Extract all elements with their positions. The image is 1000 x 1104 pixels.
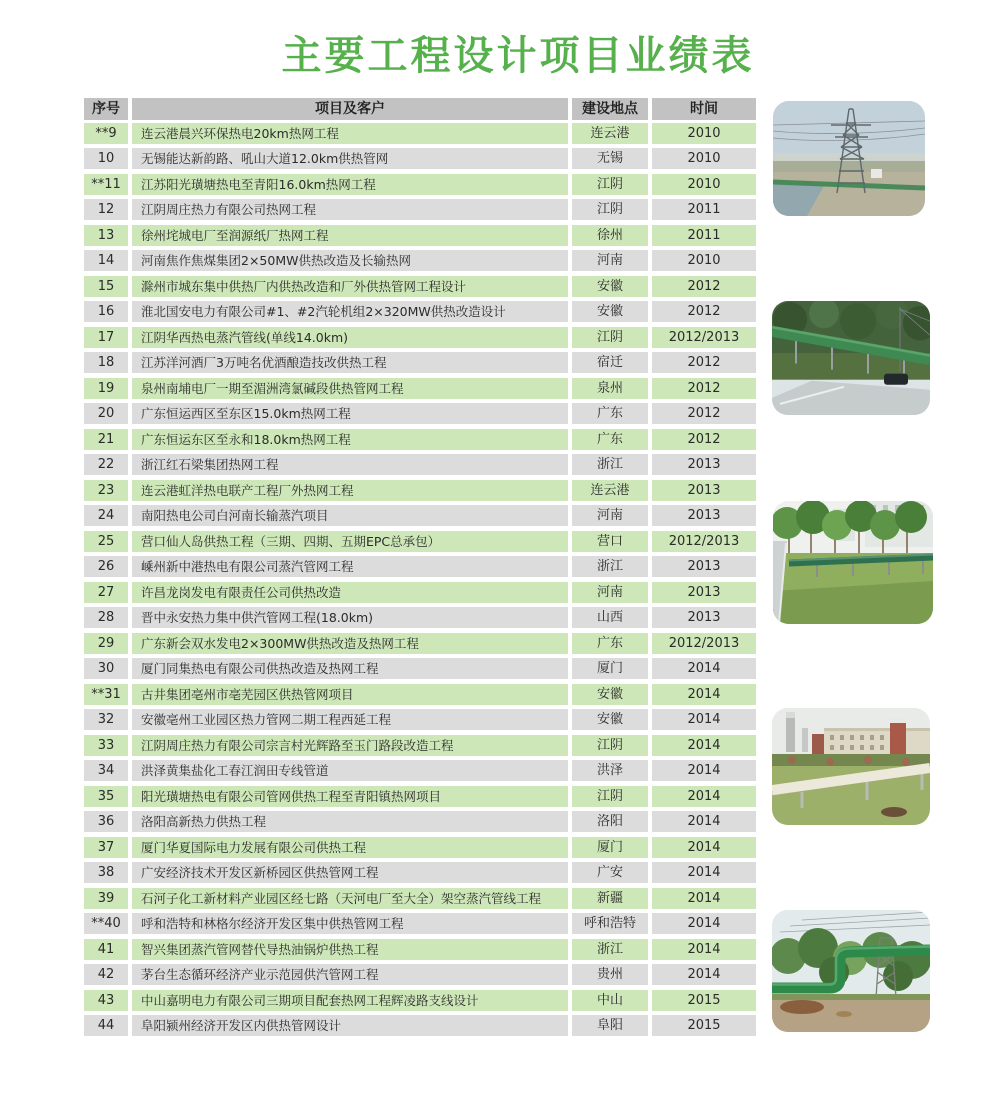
construction-location: 呼和浩特 [572, 913, 648, 934]
construction-location: 安徽 [572, 301, 648, 322]
table-row [84, 403, 756, 424]
table-row [84, 556, 756, 577]
construction-location: 贵州 [572, 964, 648, 985]
project-name: 河南焦作焦煤集团2×50MW供热改造及长输热网 [132, 250, 568, 271]
project-name: 晋中永安热力集中供汽管网工程(18.0km) [132, 607, 568, 628]
transmission-tower-over-canal-photo [773, 101, 925, 216]
construction-location: 安徽 [572, 709, 648, 730]
project-year: 2010 [652, 250, 756, 271]
col-header-time: 时间 [652, 98, 756, 120]
project-year: 2013 [652, 556, 756, 577]
project-year: 2012 [652, 352, 756, 373]
col-header-location: 建设地点 [572, 98, 648, 120]
table-row [84, 582, 756, 603]
row-number: **40 [84, 913, 128, 934]
construction-location: 浙江 [572, 454, 648, 475]
construction-location: 厦门 [572, 658, 648, 679]
project-year: 2012/2013 [652, 633, 756, 654]
project-name: 茅台生态循环经济产业示范园供汽管网工程 [132, 964, 568, 985]
project-year: 2012 [652, 403, 756, 424]
table-row [84, 811, 756, 832]
project-year: 2012 [652, 301, 756, 322]
row-number: 10 [84, 148, 128, 169]
table-row [84, 250, 756, 271]
table-row [84, 760, 756, 781]
row-number: 39 [84, 888, 128, 909]
project-name: 泉州南埔电厂一期至湄洲湾氯碱段供热管网工程 [132, 378, 568, 399]
project-name: 广东恒运西区至东区15.0km热网工程 [132, 403, 568, 424]
project-year: 2012 [652, 276, 756, 297]
project-name: 南阳热电公司白河南长输蒸汽项目 [132, 505, 568, 526]
construction-location: 浙江 [572, 939, 648, 960]
construction-location: 江阴 [572, 786, 648, 807]
table-header-row [84, 98, 756, 120]
project-name: 洛阳高新热力供热工程 [132, 811, 568, 832]
table-row [84, 352, 756, 373]
construction-location: 阜阳 [572, 1015, 648, 1036]
col-header-project: 项目及客户 [132, 98, 568, 120]
project-name: 厦门华夏国际电力发展有限公司供热工程 [132, 837, 568, 858]
construction-location: 连云港 [572, 123, 648, 144]
construction-location: 广东 [572, 403, 648, 424]
table-row [84, 327, 756, 348]
project-year: 2012 [652, 429, 756, 450]
construction-location: 无锡 [572, 148, 648, 169]
row-number: 15 [84, 276, 128, 297]
project-name: 智兴集团蒸汽管网替代导热油锅炉供热工程 [132, 939, 568, 960]
table-row [84, 378, 756, 399]
table-row [84, 658, 756, 679]
construction-location: 宿迁 [572, 352, 648, 373]
table-row [84, 888, 756, 909]
row-number: 34 [84, 760, 128, 781]
table-row [84, 735, 756, 756]
construction-location: 厦门 [572, 837, 648, 858]
construction-location: 泉州 [572, 378, 648, 399]
row-number: 13 [84, 225, 128, 246]
table-row [84, 1015, 756, 1036]
project-name: 嵊州新中港热电有限公司蒸汽管网工程 [132, 556, 568, 577]
construction-location: 洛阳 [572, 811, 648, 832]
construction-location: 江阴 [572, 735, 648, 756]
construction-location: 中山 [572, 990, 648, 1011]
project-year: 2012/2013 [652, 327, 756, 348]
project-year: 2014 [652, 735, 756, 756]
project-year: 2010 [652, 123, 756, 144]
project-name: 中山嘉明电力有限公司三期项目配套热网工程辉凌路支线设计 [132, 990, 568, 1011]
table-row [84, 633, 756, 654]
project-year: 2011 [652, 225, 756, 246]
table-row [84, 454, 756, 475]
table-row [84, 505, 756, 526]
row-number: 37 [84, 837, 128, 858]
table-row [84, 301, 756, 322]
pipeline-elbow-illustration [772, 910, 930, 1032]
row-number: 17 [84, 327, 128, 348]
project-year: 2013 [652, 607, 756, 628]
project-name: 江阴周庄热力有限公司热网工程 [132, 199, 568, 220]
row-number: 22 [84, 454, 128, 475]
project-name: 广东新会双水发电2×300MW供热改造及热网工程 [132, 633, 568, 654]
project-year: 2012 [652, 378, 756, 399]
construction-location: 安徽 [572, 684, 648, 705]
construction-location: 江阴 [572, 174, 648, 195]
project-year: 2014 [652, 913, 756, 934]
table-row [84, 684, 756, 705]
row-number: 14 [84, 250, 128, 271]
table-row [84, 709, 756, 730]
pipeline-through-roadside-trees-photo [773, 501, 933, 624]
row-number: 32 [84, 709, 128, 730]
project-name: 淮北国安电力有限公司#1、#2汽轮机组2×320MW供热改造设计 [132, 301, 568, 322]
construction-location: 广东 [572, 633, 648, 654]
project-name: 阳光璜塘热电有限公司管网供热工程至青阳镇热网项目 [132, 786, 568, 807]
roadside-pipeline-illustration [772, 301, 930, 415]
project-name: 江阴华西热电蒸汽管线(单线14.0km) [132, 327, 568, 348]
green-pipeline-along-road-photo [772, 301, 930, 415]
project-name: 古井集团亳州市亳芜园区供热管网项目 [132, 684, 568, 705]
table-row [84, 862, 756, 883]
construction-location: 安徽 [572, 276, 648, 297]
project-year: 2014 [652, 939, 756, 960]
project-name: 江苏阳光璜塘热电至青阳16.0km热网工程 [132, 174, 568, 195]
project-year: 2013 [652, 480, 756, 501]
row-number: 21 [84, 429, 128, 450]
row-number: 12 [84, 199, 128, 220]
construction-location: 洪泽 [572, 760, 648, 781]
project-year: 2015 [652, 1015, 756, 1036]
row-number: 23 [84, 480, 128, 501]
project-name: 石河子化工新材料产业园区经七路（天河电厂至大全）架空蒸汽管线工程 [132, 888, 568, 909]
row-number: 28 [84, 607, 128, 628]
transmission-tower-illustration [773, 101, 925, 216]
trees-pipeline-illustration [773, 501, 933, 624]
project-year: 2014 [652, 964, 756, 985]
row-number: 41 [84, 939, 128, 960]
construction-location: 徐州 [572, 225, 648, 246]
row-number: 20 [84, 403, 128, 424]
project-name: 洪泽黄集盐化工春江润田专线管道 [132, 760, 568, 781]
project-year: 2015 [652, 990, 756, 1011]
row-number: 25 [84, 531, 128, 552]
construction-location: 河南 [572, 505, 648, 526]
row-number: 18 [84, 352, 128, 373]
row-number: 43 [84, 990, 128, 1011]
project-year: 2014 [652, 760, 756, 781]
construction-location: 山西 [572, 607, 648, 628]
construction-location: 江阴 [572, 327, 648, 348]
table-body [84, 123, 756, 1037]
project-name: 浙江红石梁集团热网工程 [132, 454, 568, 475]
table-row [84, 531, 756, 552]
project-year: 2014 [652, 862, 756, 883]
project-name: 江阴周庄热力有限公司宗言村光辉路至玉门路段改造工程 [132, 735, 568, 756]
project-year: 2014 [652, 837, 756, 858]
construction-location: 河南 [572, 250, 648, 271]
project-name: 许昌龙岗发电有限责任公司供热改造 [132, 582, 568, 603]
row-number: 19 [84, 378, 128, 399]
table-row [84, 276, 756, 297]
project-year: 2013 [652, 582, 756, 603]
project-name: 徐州垞城电厂至润源纸厂热网工程 [132, 225, 568, 246]
project-year: 2013 [652, 454, 756, 475]
row-number: 44 [84, 1015, 128, 1036]
project-year: 2014 [652, 786, 756, 807]
table-row [84, 990, 756, 1011]
project-name: 厦门同集热电有限公司供热改造及热网工程 [132, 658, 568, 679]
construction-location: 河南 [572, 582, 648, 603]
row-number: **11 [84, 174, 128, 195]
project-year: 2013 [652, 505, 756, 526]
construction-location: 连云港 [572, 480, 648, 501]
project-name: 阜阳颍州经济开发区内供热管网设计 [132, 1015, 568, 1036]
table-row [84, 964, 756, 985]
table-row [84, 786, 756, 807]
project-name: 连云港晨兴环保热电20km热网工程 [132, 123, 568, 144]
page-title: 主要工程设计项目业绩表 [281, 33, 755, 79]
project-year: 2014 [652, 684, 756, 705]
project-name: 连云港虹洋热电联产工程厂外热网工程 [132, 480, 568, 501]
project-name: 安徽亳州工业园区热力管网二期工程西延工程 [132, 709, 568, 730]
project-year: 2011 [652, 199, 756, 220]
table-row [84, 174, 756, 195]
row-number: 33 [84, 735, 128, 756]
table-row [84, 939, 756, 960]
project-year: 2014 [652, 888, 756, 909]
row-number: 16 [84, 301, 128, 322]
table-row [84, 199, 756, 220]
construction-location: 广东 [572, 429, 648, 450]
table-row [84, 148, 756, 169]
construction-location: 营口 [572, 531, 648, 552]
row-number: 29 [84, 633, 128, 654]
project-year: 2010 [652, 148, 756, 169]
table-row [84, 123, 756, 144]
project-name: 广东恒运东区至永和18.0km热网工程 [132, 429, 568, 450]
factory-pipeline-illustration [772, 708, 930, 825]
project-name: 广安经济技术开发区新桥园区供热管网工程 [132, 862, 568, 883]
project-name: 呼和浩特和林格尔经济开发区集中供热管网工程 [132, 913, 568, 934]
construction-location: 江阴 [572, 199, 648, 220]
row-number: **31 [84, 684, 128, 705]
project-year: 2014 [652, 709, 756, 730]
project-year: 2014 [652, 658, 756, 679]
construction-location: 浙江 [572, 556, 648, 577]
row-number: 26 [84, 556, 128, 577]
row-number: 24 [84, 505, 128, 526]
table-row [84, 913, 756, 934]
table-row [84, 607, 756, 628]
table-row [84, 225, 756, 246]
row-number: 42 [84, 964, 128, 985]
project-name: 滁州市城东集中供热厂内供热改造和厂外供热管网工程设计 [132, 276, 568, 297]
projects-performance-table [84, 98, 756, 1041]
project-year: 2012/2013 [652, 531, 756, 552]
row-number: 27 [84, 582, 128, 603]
col-header-no: 序号 [84, 98, 128, 120]
project-name: 营口仙人岛供热工程（三期、四期、五期EPC总承包） [132, 531, 568, 552]
project-year: 2010 [652, 174, 756, 195]
table-row [84, 837, 756, 858]
construction-location: 广安 [572, 862, 648, 883]
row-number: 30 [84, 658, 128, 679]
table-row [84, 429, 756, 450]
project-name: 无锡能达新韵路、吼山大道12.0km供热管网 [132, 148, 568, 169]
row-number: 38 [84, 862, 128, 883]
project-name: 江苏洋河酒厂3万吨名优酒酿造技改供热工程 [132, 352, 568, 373]
table-row [84, 480, 756, 501]
row-number: **9 [84, 123, 128, 144]
green-pipeline-elbow-photo [772, 910, 930, 1032]
row-number: 35 [84, 786, 128, 807]
white-pipeline-near-factory-buildings-photo [772, 708, 930, 825]
row-number: 36 [84, 811, 128, 832]
project-year: 2014 [652, 811, 756, 832]
construction-location: 新疆 [572, 888, 648, 909]
